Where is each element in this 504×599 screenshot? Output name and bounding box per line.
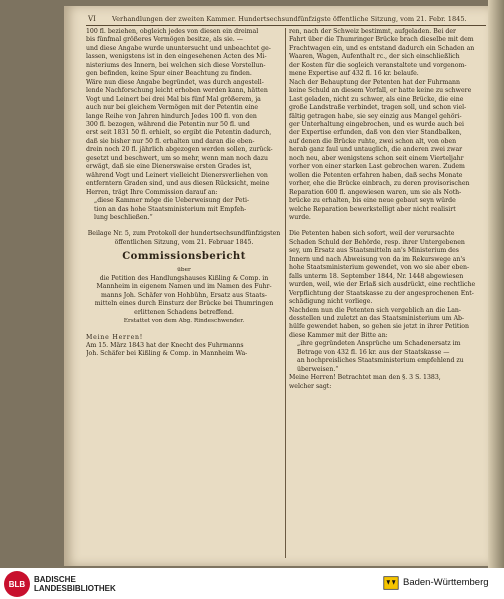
- petition-quote: [289, 340, 485, 374]
- text-line: der Kosten für die sogleich veranstaltete und vorgenom-: [289, 61, 467, 69]
- text-line: auf denen die Brücke ruhte, zwei schon alt, von oben: [289, 137, 457, 145]
- text-line: wollen die Petenten erfahren haben, daß sechs Monate: [289, 171, 463, 179]
- text-line: manns Joh. Schäfer von Hohbühn, Ersatz aus Staats-: [101, 291, 267, 299]
- text-line: Am 15. März 1843 hat der Knecht des Fuhrmanns: [86, 341, 244, 349]
- text-line: herab ganz faul und untauglich, die anderen zwei zwar: [289, 146, 463, 154]
- text-line: mene Expertise auf 432 fl. 16 kr. belaufe.: [289, 70, 419, 78]
- text-line: 100 fl. beziehen, obgleich jedes von diesen ein dreimal: [86, 28, 259, 35]
- right-column: [289, 28, 485, 391]
- book-page: [64, 6, 488, 566]
- text-line: schädigung nicht vorliege.: [289, 298, 373, 306]
- text-line: welche Reparation bewerkstelligt aber nicht realisirt: [289, 205, 456, 213]
- text-line: Frachtwagen ein, und es entstand dadurch ein Schaden an: [289, 44, 475, 52]
- right-paragraph-2: [289, 79, 485, 223]
- section-title: Commissionsbericht: [122, 251, 246, 263]
- text-line: brücke zu erhalten, bis eine neue gebaut seyn würde: [289, 197, 456, 205]
- text-line: Betrage von 432 fl. 16 kr. aus der Staatskasse —: [297, 348, 450, 356]
- text-line: noch neu, aber wenigstens schon seit einem Vierteljahr: [289, 154, 464, 162]
- partner-name[interactable]: Baden-Württemberg: [403, 577, 489, 588]
- spacer: [86, 222, 282, 230]
- text-line: sey, um Ersatz aus Staatsmitteln an's Ministerium des: [289, 247, 459, 255]
- text-line: Schaden Schuld der Behörde, resp. ihrer Untergebenen: [289, 238, 465, 246]
- text-line: wurden, weil, wie der Erlaß sich ausdrückt, eine rechtliche: [289, 281, 476, 289]
- text-line: Mannheim in eigenem Namen und im Namen des Fuhr-: [96, 283, 272, 291]
- text-line: drein noch 20 fl. jährlich abgezogen werden sollen, zurück-: [86, 146, 273, 154]
- text-line: diese Kammer mit der Bitte an:: [289, 331, 388, 339]
- column-divider: [285, 28, 286, 558]
- text-line: öffentlichen Sitzung, vom 21. Februar 1845.: [114, 238, 254, 246]
- text-line: Meine Herren! Betrachtet man den §. 3 S. 1383,: [289, 374, 441, 382]
- salutation: Meine Herren!: [86, 333, 144, 341]
- text-line: mitteln eines durch Einsturz der Brücke bei Thumringen: [94, 300, 274, 308]
- text-line: große Landstraße verbindet, tragen soll, und schon viel-: [289, 104, 467, 112]
- text-line: lassen, wenigstens ist in den eingesehenen Acten des Mi-: [86, 53, 267, 61]
- text-line: „ihre gegründeten Ansprüche um Schadenersatz im: [297, 340, 461, 348]
- text-line: daß sie bisher nur 50 fl. erhalten und daran die eben-: [86, 137, 255, 145]
- section-subject: [86, 275, 282, 317]
- blb-logo[interactable]: BLB: [4, 571, 30, 597]
- text-line: entferntern Graden sind, und aus diesen Rücksicht, meine: [86, 180, 270, 188]
- right-paragraph-4: [289, 307, 485, 341]
- text-line: lung beschließen.“: [94, 213, 153, 221]
- text-line: welcher sagt:: [289, 382, 332, 390]
- text-line: überweisen.“: [297, 365, 339, 373]
- text-line: hülfe gewendet haben, so gehen sie jetzt in ihrer Petition: [289, 323, 470, 331]
- text-line: Die Petenten haben sich sofort, weil der verursachte: [289, 230, 455, 238]
- text-line: lende Nachforschung leicht erhoben werden kann, hätten: [86, 87, 268, 95]
- library-name-line2: LANDESBIBLIOTHEK: [34, 584, 116, 593]
- text-line: Wäre nun diese Angabe begründet, was durch angestell-: [86, 78, 264, 86]
- beilage-caption: [86, 230, 282, 247]
- text-line: Nach der Behauptung der Petenten hat der Fuhrmann: [289, 78, 461, 86]
- right-paragraph-3: [289, 230, 485, 306]
- running-head: Verhandlungen der zweiten Kammer. Hundertsechsundfünfzigste öffentliche Sitzung, vom 21. Febr. 1845.: [112, 15, 467, 23]
- text-line: erst seit 1831 50 fl. erhielt, so ergibt die Petentin dadurch,: [86, 129, 272, 137]
- text-line: ger Unterhaltung eingebrochen, und es wurde auch bei: [289, 120, 465, 128]
- text-line: nisteriums des Innern, bei welchen sich diese Vorstellun-: [86, 61, 266, 69]
- motion-quote: [86, 197, 282, 222]
- footer-bar: [0, 568, 504, 599]
- text-line: lange Reihe von Jahren hindurch Jedes 100 fl. von den: [86, 112, 257, 120]
- text-line: die Petition des Handlungshauses Kißling & Comp. in: [99, 274, 269, 282]
- left-column: [86, 28, 282, 359]
- spacer: [86, 326, 282, 334]
- text-line: ren, nach der Schweiz bestimmt, aufgeladen. Bei der: [289, 28, 456, 35]
- library-name-line1: BADISCHE: [34, 575, 76, 584]
- text-line: während Vogt und Leinert vielleicht Dienersverliehen von: [86, 171, 268, 179]
- text-line: Innern und nach Abweisung von da im Rekurswege an's: [289, 255, 466, 263]
- text-line: fältig getragen habe, sie sey einzig aus Mangel gehöri-: [289, 112, 462, 120]
- text-line: Nachdem nun die Petenten sich vergeblich an die Lan-: [289, 306, 462, 314]
- text-line: bis fünfmal größeres Vermögen besitze, als sie. —: [86, 36, 243, 44]
- text-line: vorher, ehe die Brücke einbrach, zu deren provisorischen: [289, 180, 470, 188]
- text-line: erwägt, daß sie eine Dienerswaise ersten Grades ist,: [86, 163, 252, 171]
- text-line: und diese Angabe wurde ununtersucht und unbeachtet ge-: [86, 44, 271, 52]
- text-line: Last geladen, nicht zu schwer, als eine Brücke, die eine: [289, 95, 464, 103]
- text-line: wurde.: [289, 213, 311, 221]
- text-line: „diese Kammer möge die Ueberweisung der Peti-: [94, 197, 250, 205]
- text-line: Waaren, Wagen, Aufenthalt rc., der sich einschließlich: [289, 53, 460, 61]
- spacer: [289, 222, 485, 230]
- text-line: Vogt und Leinert bei drei Mal bis fünf Mal größerem, ja: [86, 95, 261, 103]
- text-line: Beilage Nr. 5, zum Protokoll der hundertsechsundfünfzigsten: [87, 230, 281, 238]
- left-paragraph-1: [86, 28, 282, 197]
- left-paragraph-2: [86, 342, 282, 359]
- text-line: Fahrt über die Thumringer Brücke brach dieselbe mit dem: [289, 36, 474, 44]
- text-line: 300 fl. bezogen, während die Petentin nur 50 fl. und: [86, 120, 250, 128]
- baden-wuerttemberg-crest-icon: [382, 574, 400, 592]
- section-over: über: [177, 267, 191, 274]
- rapporteur-line: Erstattet von dem Abg. Rindeschwender.: [123, 318, 245, 325]
- text-line: gen befinden, keine Spur einer Beachtung zu finden.: [86, 70, 252, 78]
- text-line: an hochpreisliches Staatsministerium empfehlend zu: [297, 357, 464, 365]
- text-line: Joh. Schäfer bei Kißling & Comp. in Mannheim Wa-: [86, 350, 248, 358]
- library-name: [34, 575, 116, 593]
- text-line: hohe Staatsministerium gewendet, von wo sie aber eben-: [289, 264, 470, 272]
- text-line: falls unterm 18. September 1844, Nr. 1448 abgewiesen: [289, 272, 464, 280]
- text-line: keine Schuld an diesem Vorfall, er hatte keine zu schwere: [289, 87, 472, 95]
- text-line: Verpflichtung der Staatskasse zu der angesprochenen Ent-: [289, 289, 474, 297]
- right-paragraph-5: [289, 374, 485, 391]
- text-line: desstellen und zuletzt an das Staatsministerium um Ab-: [289, 314, 465, 322]
- text-line: gesetzt und beschwert, um so mehr, wenn man noch dazu: [86, 154, 268, 162]
- text-line: erlittenen Schadens betreffend.: [134, 308, 234, 316]
- text-line: Reparation 600 fl. angewiesen waren, um sie als Noth-: [289, 188, 462, 196]
- text-line: tion an das hohe Staatsministerium mit Empfeh-: [94, 205, 247, 213]
- header-rule: [86, 25, 486, 26]
- text-line: Herren, trägt Ihre Commission darauf an:: [86, 188, 218, 196]
- text-line: auch nur bei gleichem Vermögen mit der Petentin eine: [86, 104, 258, 112]
- page-number: VI: [88, 15, 96, 23]
- right-paragraph-1: [289, 28, 485, 79]
- book-edge: [488, 0, 504, 568]
- text-line: der Expertise erfunden, daß von den vier Standbalken,: [289, 129, 462, 137]
- text-line: vorher von einer starken Last gebrochen waren. Zudem: [289, 163, 465, 171]
